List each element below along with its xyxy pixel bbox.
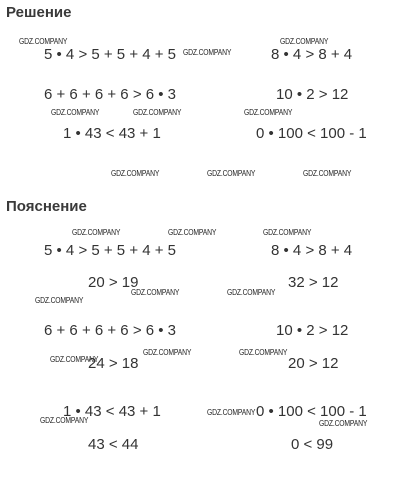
explanation-result-3-right: 0 < 99	[291, 436, 334, 453]
watermark: GDZ.COMPANY	[244, 108, 293, 117]
watermark: GDZ.COMPANY	[133, 108, 182, 117]
watermark: GDZ.COMPANY	[183, 48, 232, 57]
watermark: GDZ.COMPANY	[72, 228, 121, 237]
watermark: GDZ.COMPANY	[50, 355, 99, 364]
explanation-result-1-left: 20 > 19	[88, 274, 139, 291]
watermark: GDZ.COMPANY	[319, 419, 368, 428]
watermark: GDZ.COMPANY	[40, 416, 89, 425]
watermark: GDZ.COMPANY	[19, 37, 68, 46]
explanation-expr-2-right: 10 • 2 > 12	[276, 322, 349, 339]
explanation-expr-1-right: 8 • 4 > 8 + 4	[271, 242, 353, 259]
explanation-expr-2-left: 6 + 6 + 6 + 6 > 6 • 3	[44, 322, 177, 339]
watermark: GDZ.COMPANY	[143, 348, 192, 357]
solution-expr-2-left: 6 + 6 + 6 + 6 > 6 • 3	[44, 86, 177, 103]
solution-heading: Решение	[6, 4, 72, 21]
watermark: GDZ.COMPANY	[239, 348, 288, 357]
explanation-expr-3-left: 1 • 43 < 43 + 1	[63, 403, 161, 420]
explanation-result-2-left: 24 > 18	[88, 355, 139, 372]
explanation-expr-1-left: 5 • 4 > 5 + 5 + 4 + 5	[44, 242, 177, 259]
watermark: GDZ.COMPANY	[207, 408, 256, 417]
solution-expr-3-right: 0 • 100 < 100 - 1	[256, 125, 367, 142]
solution-expr-2-right: 10 • 2 > 12	[276, 86, 349, 103]
watermark: GDZ.COMPANY	[280, 37, 329, 46]
watermark: GDZ.COMPANY	[207, 169, 256, 178]
watermark: GDZ.COMPANY	[131, 288, 180, 297]
explanation-expr-3-right: 0 • 100 < 100 - 1	[256, 403, 367, 420]
explanation-heading: Пояснение	[6, 198, 87, 215]
watermark: GDZ.COMPANY	[303, 169, 352, 178]
watermark: GDZ.COMPANY	[35, 296, 84, 305]
watermark: GDZ.COMPANY	[227, 288, 276, 297]
explanation-result-3-left: 43 < 44	[88, 436, 139, 453]
watermark: GDZ.COMPANY	[111, 169, 160, 178]
explanation-result-2-right: 20 > 12	[288, 355, 339, 372]
explanation-result-1-right: 32 > 12	[288, 274, 339, 291]
watermark: GDZ.COMPANY	[51, 108, 100, 117]
solution-expr-1-left: 5 • 4 > 5 + 5 + 4 + 5	[44, 46, 177, 63]
solution-expr-1-right: 8 • 4 > 8 + 4	[271, 46, 353, 63]
solution-expr-3-left: 1 • 43 < 43 + 1	[63, 125, 161, 142]
watermark: GDZ.COMPANY	[263, 228, 312, 237]
watermark: GDZ.COMPANY	[168, 228, 217, 237]
